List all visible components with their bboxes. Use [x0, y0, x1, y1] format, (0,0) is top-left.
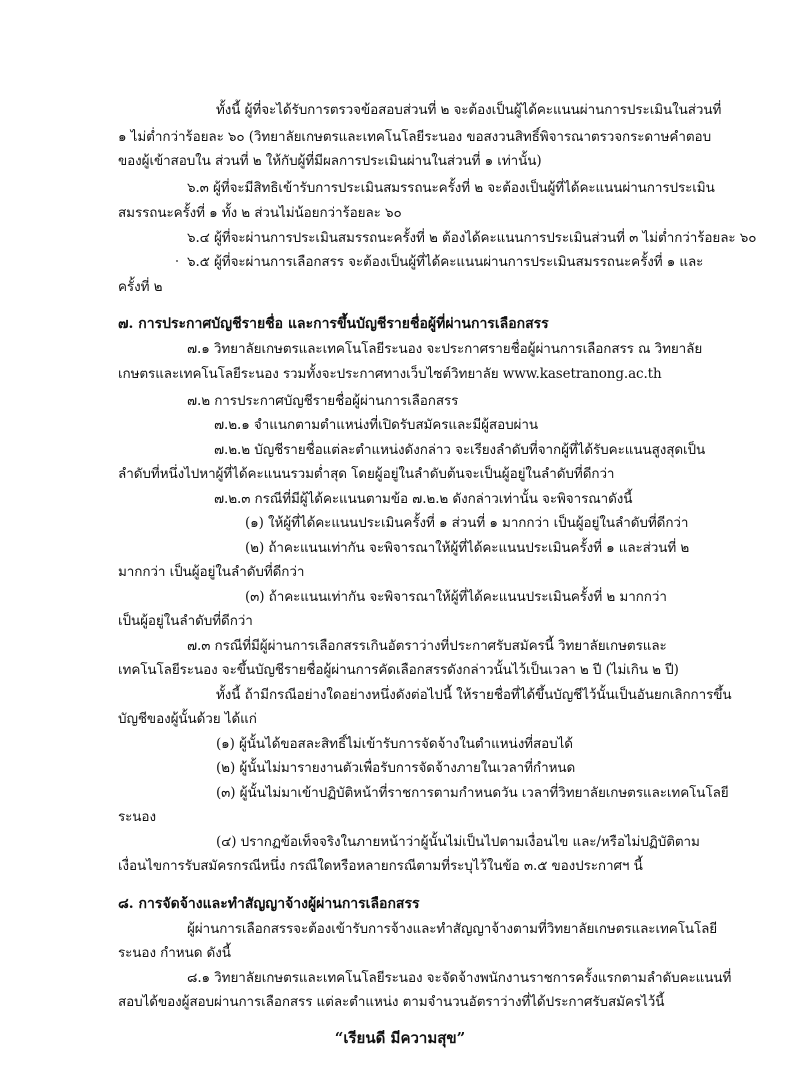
list-item: เงื่อนไขการรับสมัครกรณีหนึ่ง กรณีใดหรือหลายกรณีตามที่ระบุไว้ในข้อ ๓.๕ ของประกาศฯ นี้ [118, 858, 643, 874]
paragraph-line: เกษตรและเทคโนโลยีระนอง รวมทั้งจะประกาศทางเว็บไซต์วิทยาลัย www.kasetranong.ac.th [118, 366, 662, 382]
paragraph-line: ๖.๓ ผู้ที่จะมีสิทธิเข้ารับการประเมินสมรรถนะครั้งที่ ๒ จะต้องเป็นผู้ที่ได้คะแนนผ่านการประเมิน [187, 180, 715, 196]
list-item: (๓) ผู้นั้นไม่มาเข้าปฏิบัติหน้าที่ราชการตามกำหนดวัน เวลาที่วิทยาลัยเกษตรและเทคโนโลยี [216, 785, 729, 801]
scan-speck [176, 260, 178, 262]
paragraph-line: ๗.๒.๑ จำแนกตามตำแหน่งที่เปิดรับสมัครและมีผู้สอบผ่าน [214, 417, 538, 433]
paragraph-line: เป็นผู้อยู่ในลำดับที่ดีกว่า [118, 613, 253, 629]
list-item: (๒) ผู้นั้นไม่มารายงานตัวเพื่อรับการจัดจ้างภายในเวลาที่กำหนด [216, 760, 576, 776]
paragraph-line: ๖.๔ ผู้ที่จะผ่านการประเมินสมรรถนะครั้งที่ ๒ ต้องได้คะแนนการประเมินส่วนที่ ๓ ไม่ต่ำกว่าร้อยละ ๖๐ [187, 230, 757, 246]
paragraph-line: เทคโนโลยีระนอง จะขึ้นบัญชีรายชื่อผู้ผ่านการคัดเลือกสรรดังกล่าวนั้นไว้เป็นเวลา ๒ ปี (ไม่เกิน ๒ ปี) [118, 662, 679, 678]
section-heading-8: ๘. การจัดจ้างและทำสัญญาจ้างผู้ผ่านการเลือกสรร [118, 896, 420, 912]
paragraph-line: ของผู้เข้าสอบใน ส่วนที่ ๒ ให้กับผู้ที่มีผลการประเมินผ่านในส่วนที่ ๑ เท่านั้น) [118, 153, 542, 169]
paragraph-line: บัญชีของผู้นั้นด้วย ได้แก่ [118, 711, 257, 727]
list-item: (๔) ปรากฏข้อเท็จจริงในภายหน้าว่าผู้นั้นไม่เป็นไปตามเงื่อนไข และ/หรือไม่ปฏิบัติตาม [216, 834, 700, 850]
paragraph-line: ๑ ไม่ต่ำกว่าร้อยละ ๖๐ (วิทยาลัยเกษตรและเทคโนโลยีระนอง ขอสงวนสิทธิ์พิจารณาตรวจกระดาษคำตอบ [118, 129, 712, 145]
paragraph-line: (๓) ถ้าคะแนนเท่ากัน จะพิจารณาให้ผู้ที่ได้คะแนนประเมินครั้งที่ ๒ มากกว่า [245, 589, 667, 605]
paragraph-line: ทั้งนี้ ถ้ามีกรณีอย่างใดอย่างหนึ่งดังต่อไปนี้ ให้รายชื่อที่ได้ขึ้นบัญชีไว้นั้นเป็นอันยกเลิกการขึ้น [216, 687, 732, 703]
paragraph-line: ครั้งที่ ๒ [118, 279, 163, 295]
section-heading-7: ๗. การประกาศบัญชีรายชื่อ และการขึ้นบัญชีรายชื่อผู้ที่ผ่านการเลือกสรร [118, 316, 549, 332]
paragraph-line: ระนอง กำหนด ดังนี้ [118, 945, 231, 961]
paragraph-line: มากกว่า เป็นผู้อยู่ในลำดับที่ดีกว่า [118, 564, 305, 580]
paragraph-line: ๗.๑ วิทยาลัยเกษตรและเทคโนโลยีระนอง จะประกาศรายชื่อผู้ผ่านการเลือกสรร ณ วิทยาลัย [187, 341, 703, 357]
paragraph-line: (๑) ให้ผู้ที่ได้คะแนนประเมินครั้งที่ ๑ ส่วนที่ ๑ มากกว่า เป็นผู้อยู่ในลำดับที่ดีกว่า [245, 515, 689, 531]
paragraph-line: ๗.๒.๒ บัญชีรายชื่อแต่ละตำแหน่งดังกล่าว จะเรียงลำดับที่จากผู้ที่ได้รับคะแนนสูงสุดเป็น [214, 442, 706, 458]
paragraph-line: สมรรถนะครั้งที่ ๑ ทั้ง ๒ ส่วนไม่น้อยกว่าร้อยละ ๖๐ [118, 205, 402, 221]
paragraph-line: สอบได้ของผู้สอบผ่านการเลือกสรร แต่ละตำแหน่ง ตามจำนวนอัตราว่างที่ได้ประกาศรับสมัครไว้นี้ [118, 994, 665, 1010]
paragraph-line: ๗.๓ กรณีที่มีผู้ผ่านการเลือกสรรเกินอัตราว่างที่ประกาศรับสมัครนี้ วิทยาลัยเกษตรและ [187, 638, 667, 654]
list-item: ระนอง [118, 809, 156, 825]
paragraph-line: (๒) ถ้าคะแนนเท่ากัน จะพิจารณาให้ผู้ที่ได้คะแนนประเมินครั้งที่ ๑ และส่วนที่ ๒ [245, 540, 690, 556]
paragraph-line: ๗.๒ การประกาศบัญชีรายชื่อผู้ผ่านการเลือกสรร [187, 393, 459, 409]
college-motto: “เรียนดี มีความสุข” [334, 1029, 466, 1047]
paragraph-line: ลำดับที่หนึ่งไปหาผู้ที่ได้คะแนนรวมต่ำสุด โดยผู้อยู่ในลำดับต้นจะเป็นผู้อยู่ในลำดับที่ดีกว่า [118, 466, 615, 482]
paragraph-line: ทั้งนี้ ผู้ที่จะได้รับการตรวจข้อสอบส่วนที่ ๒ จะต้องเป็นผู้ได้คะแนนผ่านการประเมินในส่วนที่ [216, 102, 722, 118]
paragraph-line: ๘.๑ วิทยาลัยเกษตรและเทคโนโลยีระนอง จะจัดจ้างพนักงานราชการครั้งแรกตามลำดับคะแนนที่ [187, 970, 732, 986]
paragraph-line: ๖.๕ ผู้ที่จะผ่านการเลือกสรร จะต้องเป็นผู้ที่ได้คะแนนผ่านการประเมินสมรรถนะครั้งที่ ๑ และ [187, 254, 704, 270]
paragraph-line: ๗.๒.๓ กรณีที่มีผู้ได้คะแนนตามข้อ ๗.๒.๒ ดังกล่าวเท่านั้น จะพิจารณาดังนี้ [214, 491, 633, 507]
list-item: (๑) ผู้นั้นได้ขอสละสิทธิ์ไม่เข้ารับการจัดจ้างในตำแหน่งที่สอบได้ [216, 736, 573, 752]
paragraph-line: ผู้ผ่านการเลือกสรรจะต้องเข้ารับการจ้างและทำสัญญาจ้างตามที่วิทยาลัยเกษตรและเทคโนโลยี [187, 921, 718, 937]
